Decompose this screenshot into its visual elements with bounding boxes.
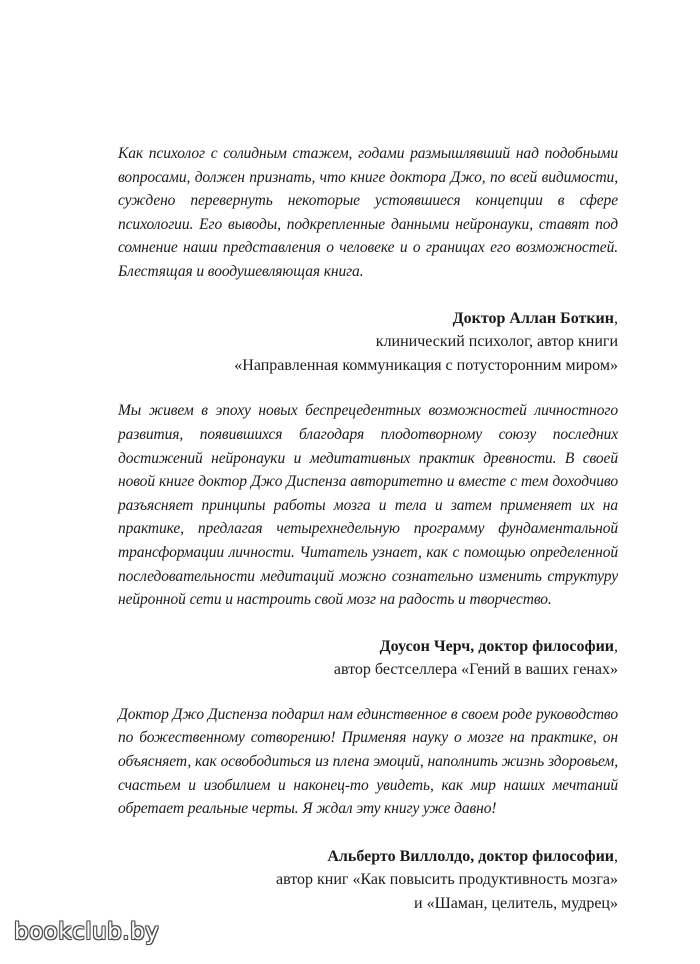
author-name-line-2 <box>118 635 618 659</box>
author-credential-3b: и «Шаман, целитель, мудрец» <box>414 895 618 913</box>
testimonial-quote-3: Доктор Джо Диспенза подарил нам единственное в своем роде руководство по божественному сотворению! Применяя науку о мозге на практике, он объясняет, как освободиться из плена эмоций, наполнить жизнь здоровьем, счастьем и изобилием и наконец-то увидеть, как мир наших мечтаний обретает реальные черты. Я ждал эту книгу уже давно! <box>118 705 618 818</box>
author-credential-2a: автор бестселлера «Гений в ваших генах» <box>333 661 618 679</box>
testimonial-quote-1: Как психолог с солидным стажем, годами размышлявший над подобными вопросами, должен признать, что книге доктора Джо, по всей видимости, суждено перевернуть некоторые устоявшиеся концепции в сфере психологии. Его выводы, подкрепленные данными нейронауки, ставят под сомнение наши представления о человеке и о границах его возможностей. Блестящая и воодушевляющая книга. <box>118 145 618 280</box>
author-name-line-3 <box>118 845 618 869</box>
author-name-line-1 <box>118 307 618 331</box>
author-name-3: Альберто Виллолдо, доктор философии <box>327 847 614 865</box>
author-suffix-1: , <box>614 309 618 327</box>
author-credential-1b: «Направленная коммуникация с потусторонним миром» <box>234 356 618 374</box>
author-suffix-2: , <box>614 637 618 655</box>
author-suffix-3: , <box>614 847 618 865</box>
site-watermark: bookclub.by <box>14 919 160 945</box>
author-credential-1a: клинический психолог, автор книги <box>375 333 618 351</box>
author-name-2: Доусон Черч, доктор философии <box>379 637 614 655</box>
testimonial-attribution-2 <box>118 635 618 682</box>
testimonial-quote-2: Мы живем в эпоху новых беспрецедентных возможностей личностного развития, появившихся благодаря плодотворному союзу последних достижений нейронауки и медитативных практик древности. В своей новой книге доктор Джо Диспенза авторитетно и вместе с тем доходчиво разъясняет принципы работы мозга и тела и затем применяет их на практике, предлагая четырехнедельную программу фундаментальной трансформации личности. Читатель узнает, как с помощью определенной последовательности медитаций можно сознательно изменить структуру нейронной сети и настроить свой мозг на радость и творчество. <box>118 402 618 609</box>
testimonial-attribution-3 <box>118 845 618 916</box>
page-content <box>118 142 618 916</box>
author-name-1: Доктор Аллан Боткин <box>452 309 614 327</box>
testimonial-attribution-1 <box>118 307 618 378</box>
author-credential-3a: автор книг «Как повысить продуктивность мозга» <box>275 871 618 889</box>
